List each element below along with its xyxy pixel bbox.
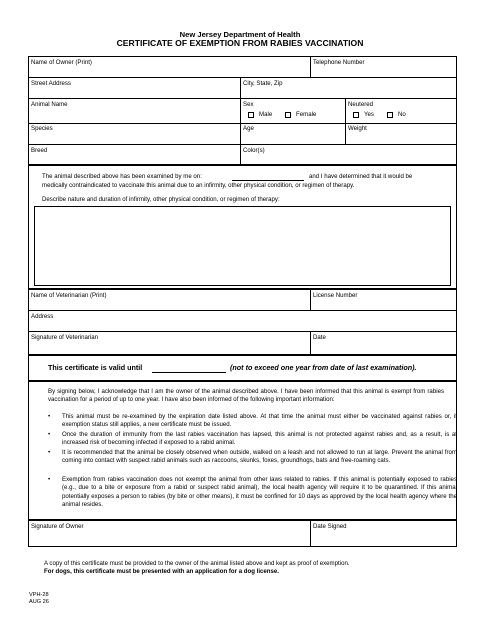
street-address-field[interactable]: Street Address: [31, 80, 71, 87]
agency-name: New Jersey Department of Health: [179, 30, 301, 39]
date-signed-field[interactable]: Date Signed: [313, 523, 347, 530]
owner-name-field[interactable]: Name of Owner (Print): [31, 59, 92, 66]
male-label: Male: [259, 111, 273, 118]
exam-date-line[interactable]: [232, 180, 304, 181]
vet-signature-field[interactable]: Signature of Veterinarian: [31, 334, 99, 341]
describe-label: Describe nature and duration of infirmity, other physical condition, or regimen of therapy:: [42, 196, 280, 203]
neutered-yes-label: Yes: [364, 111, 374, 118]
bullet-icon: •: [48, 476, 51, 483]
owner-signature-field[interactable]: Signature of Owner: [31, 523, 84, 530]
form-code: VPH-28: [29, 592, 49, 598]
valid-until-line[interactable]: [152, 372, 226, 373]
bullet-text: It is recommended that the animal be closely observed when outside, walked on a leash and not allowed to run at large. Prevent the animal from coming into contact with suspect rabid animals such as raccoons, skunks, foxes, groundhogs, bats and free-roaming cats.: [62, 449, 457, 465]
exam-statement-line2: medically contraindicated to vaccinate this animal due to an infirmity, other physical condition, or regimen of therapy.: [42, 182, 355, 189]
female-checkbox[interactable]: [285, 112, 291, 118]
license-number-field[interactable]: License Number: [313, 292, 358, 299]
neutered-no-label: No: [398, 111, 406, 118]
bullet-icon: •: [48, 449, 51, 456]
validity-note: (not to exceed one year from date of last examination).: [230, 363, 417, 372]
bullet-text: Exemption from rabies vaccination does not exempt the animal from other laws related to rabies. If this animal is potentially exposed to rabies (e.g., due to a bite or exposure from a rabid or suspect rabid animal), the local health agency will require it to be quarantined. If this animal potentially exposes a person to rabies (by bite or other means), it must be confined for 10 days as approved by the local health agency where the animal resides.: [62, 476, 457, 508]
female-label: Female: [296, 111, 317, 118]
neutered-yes-checkbox[interactable]: [353, 112, 359, 118]
bullet-text: Once the duration of immunity from the last rabies vaccination has lapsed, this animal is not protected against rabies and, as a result, is at increased risk of becoming infected if exposed to a rabid animal.: [62, 431, 457, 447]
owner-signature-section: [28, 520, 457, 547]
describe-textarea[interactable]: [34, 206, 451, 286]
neutered-no-checkbox[interactable]: [387, 112, 393, 118]
breed-field[interactable]: Breed: [31, 147, 48, 154]
vet-name-field[interactable]: Name of Veterinarian (Print): [31, 292, 107, 299]
sex-label: Sex: [243, 101, 254, 108]
bullet-icon: •: [48, 413, 51, 420]
animal-name-field[interactable]: Animal Name: [31, 101, 68, 108]
colors-field[interactable]: Color(s): [243, 147, 265, 154]
neutered-label: Neutered: [348, 101, 374, 108]
city-state-zip-field[interactable]: City, State, Zip: [243, 80, 283, 87]
telephone-field[interactable]: Telephone Number: [313, 59, 365, 66]
bullet-icon: •: [48, 431, 51, 438]
species-field[interactable]: Species: [31, 125, 53, 132]
weight-field[interactable]: Weight: [348, 125, 367, 132]
exam-statement-end: and I have determined that it would be: [309, 173, 413, 180]
acknowledgment-intro: By signing below, I acknowledge that I am the owner of the animal described above. I have been informed that this animal is exempt from rabies vaccination for a period of up to one year. I have also been informed of the following important information:: [48, 388, 444, 404]
male-checkbox[interactable]: [248, 112, 254, 118]
form-date: AUG 26: [29, 599, 49, 605]
bullet-text: This animal must be re-examined by the expiration date listed above. At that time the animal must either be vaccinated against rabies or, if exemption status still applies, a new certificate must be issued.: [62, 413, 457, 429]
copy-note: A copy of this certificate must be provided to the owner of the animal listed above and kept as proof of exemption.: [44, 560, 350, 567]
age-field[interactable]: Age: [243, 125, 254, 132]
page-title: CERTIFICATE OF EXEMPTION FROM RABIES VACCINATION: [116, 38, 364, 48]
exam-statement-start: The animal described above has been examined by me on:: [42, 173, 202, 180]
vet-date-field[interactable]: Date: [313, 334, 326, 341]
valid-until-label: This certificate is valid until: [48, 363, 143, 372]
dog-license-note: For dogs, this certificate must be presented with an application for a dog license.: [44, 568, 279, 575]
vet-address-field[interactable]: Address: [31, 313, 54, 320]
